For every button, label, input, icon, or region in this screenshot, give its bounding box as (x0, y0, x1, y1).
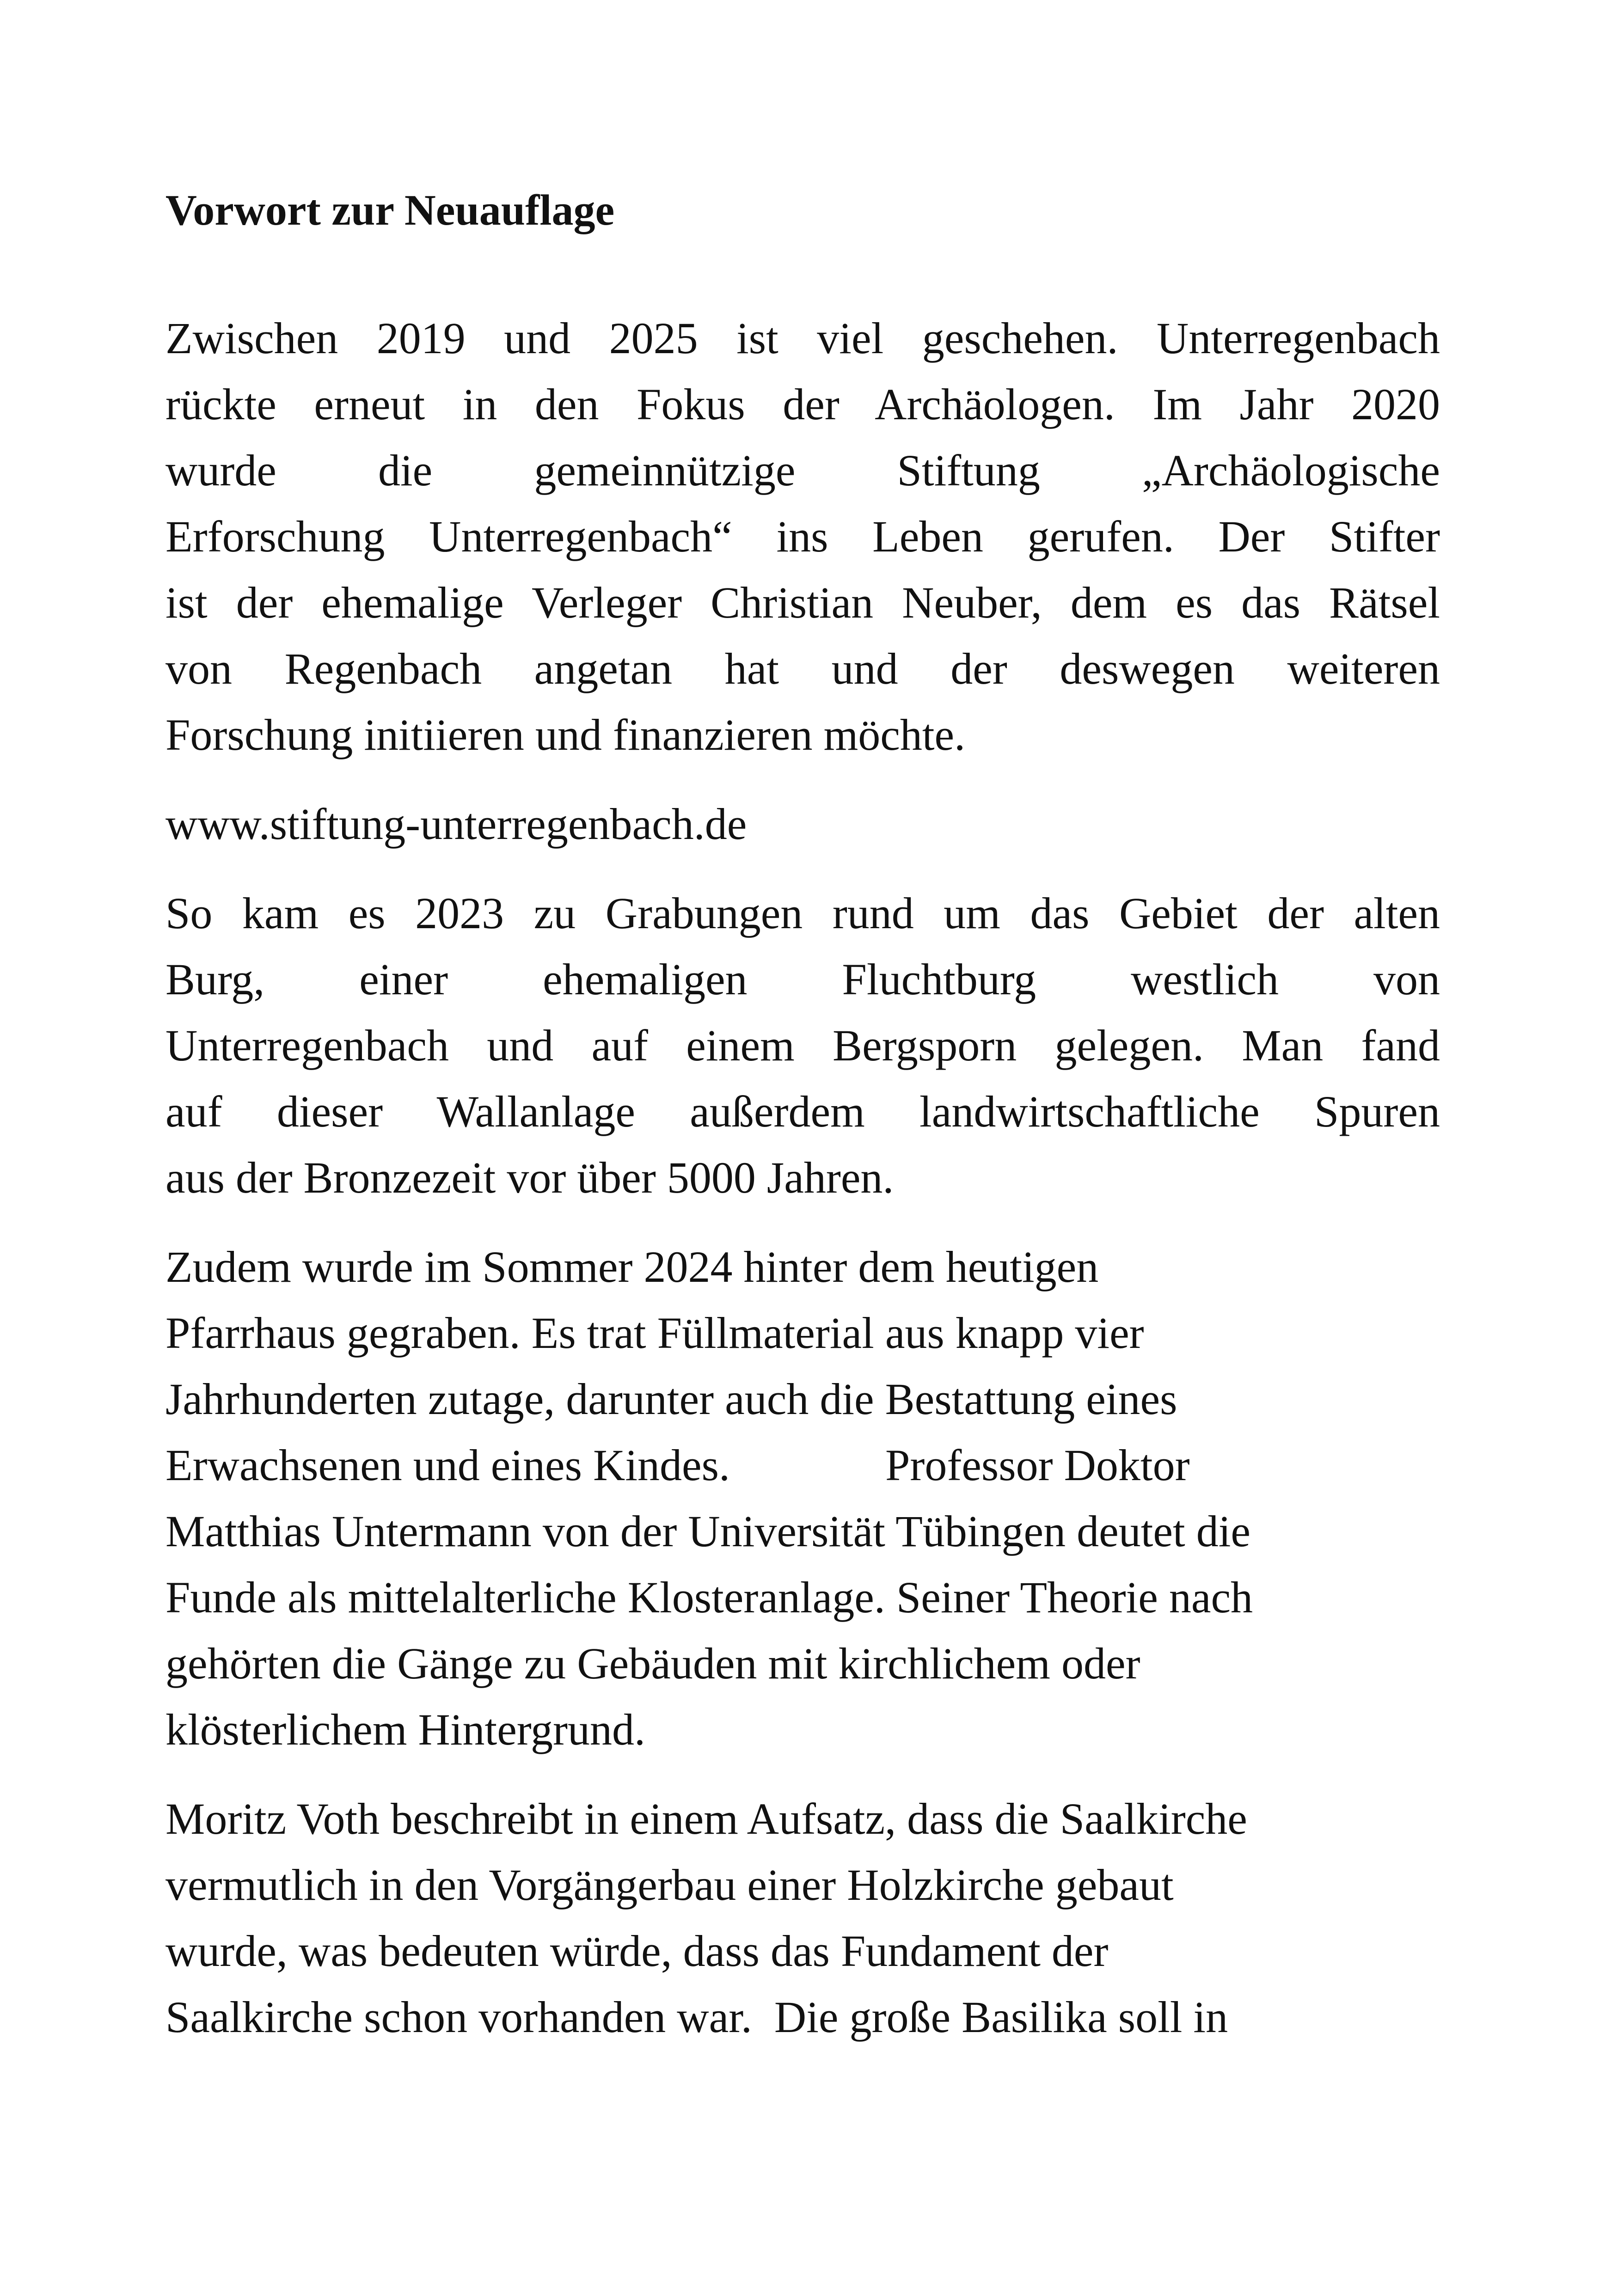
paragraph-4-line: wurde, was bedeuten würde, dass das Fundament der (165, 1926, 1109, 1976)
website-url-text: www.stiftung-unterregenbach.de (165, 799, 747, 849)
paragraph-2-line: Unterregenbach und auf einem Bergsporn gelegen. Man fand (165, 1021, 1440, 1070)
paragraph-2-line: auf dieser Wallanlage außerdem landwirtschaftliche Spuren (165, 1087, 1440, 1136)
paragraph-1-line: wurde die gemeinnützige Stiftung „Archäologische (165, 446, 1440, 495)
page-heading: Vorwort zur Neuauflage (165, 186, 615, 234)
paragraph-4-line: Moritz Voth beschreibt in einem Aufsatz, dass die Saalkirche (165, 1794, 1247, 1843)
paragraph-1-line: Forschung initiieren und finanzieren möchte. (165, 710, 966, 759)
paragraph-1-line: Zwischen 2019 und 2025 ist viel geschehen. Unterregenbach (165, 313, 1440, 363)
paragraph-4-line: vermutlich in den Vorgängerbau einer Holzkirche gebaut (165, 1860, 1174, 1910)
paragraph-2-line: Burg, einer ehemaligen Fluchtburg westlich von (165, 955, 1440, 1004)
paragraph-2-line: So kam es 2023 zu Grabungen rund um das Gebiet der alten (165, 888, 1440, 938)
paragraph-4 (165, 1786, 1440, 2050)
page-content (165, 183, 1440, 2073)
website-url (165, 791, 1440, 857)
paragraph-3-line: Jahrhunderten zutage, darunter auch die Bestattung eines (165, 1374, 1177, 1424)
paragraph-1-line: Erforschung Unterregenbach“ ins Leben gerufen. Der Stifter (165, 512, 1440, 561)
paragraph-3-line: Erwachsenen und eines Kindes. Professor Doktor (165, 1440, 1190, 1490)
paragraph-3-line: Pfarrhaus gegraben. Es trat Füllmaterial aus knapp vier (165, 1308, 1144, 1358)
paragraph-3-line: gehörten die Gänge zu Gebäuden mit kirchlichem oder (165, 1639, 1140, 1688)
paragraph-2 (165, 880, 1440, 1211)
paragraph-1-line: ist der ehemalige Verleger Christian Neuber, dem es das Rätsel (165, 578, 1440, 627)
paragraph-3-line: Zudem wurde im Sommer 2024 hinter dem heutigen (165, 1242, 1099, 1292)
paragraph-1 (165, 305, 1440, 768)
paragraph-3-line: Funde als mittelalterliche Klosteranlage. Seiner Theorie nach (165, 1573, 1253, 1622)
paragraph-1-line: von Regenbach angetan hat und der deswegen weiteren (165, 644, 1440, 693)
paragraph-1-line: rückte erneut in den Fokus der Archäologen. Im Jahr 2020 (165, 380, 1440, 429)
paragraph-4-line: Saalkirche schon vorhanden war. Die große Basilika soll in (165, 1992, 1228, 2042)
paragraph-3 (165, 1234, 1440, 1763)
paragraph-3-line: klösterlichem Hintergrund. (165, 1705, 645, 1754)
paragraph-2-line: aus der Bronzezeit vor über 5000 Jahren. (165, 1153, 894, 1202)
paragraph-3-line: Matthias Untermann von der Universität Tübingen deutet die (165, 1506, 1250, 1556)
